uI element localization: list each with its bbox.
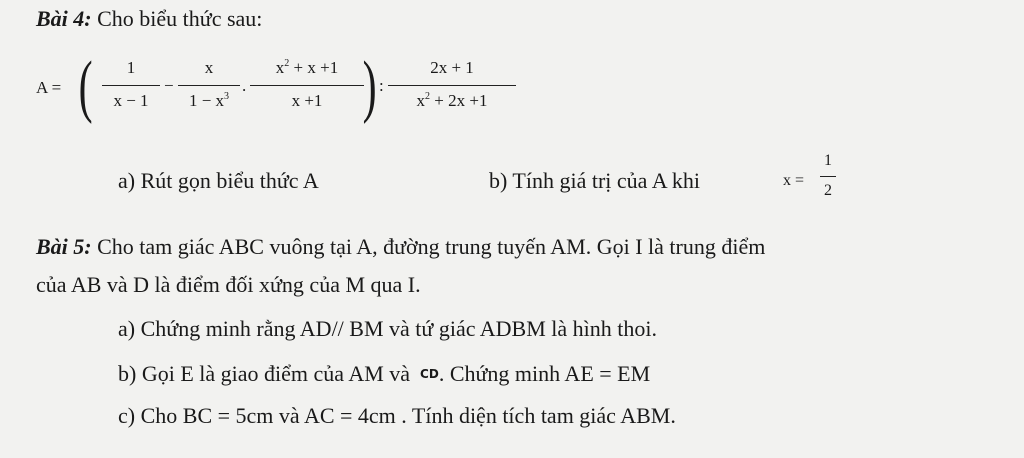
frac3-bar [250,85,364,86]
dot-operator: . [242,76,247,95]
frac4-denominator [388,91,516,111]
half-numerator: 1 [824,152,832,169]
bai5-label: Bài 5: [36,234,92,259]
frac2-den-base: 1 − x [188,91,225,110]
half-bar [820,176,836,177]
frac2-bar [178,85,240,86]
bai4-heading [36,6,262,32]
bai5-part-b-end: . Chứng minh AE = EM [438,361,651,386]
cd-label: CD [420,367,439,381]
left-paren: ( [78,48,93,125]
bai5-line2: của AB và D là điểm đối xứng của M qua I. [36,272,421,297]
frac1-bar [102,85,160,86]
frac4-den-rest: + 2x +1 [430,91,488,110]
bai5-heading [36,234,765,260]
bai5-part-b [118,361,650,387]
bai5-part-c: c) Cho BC = 5cm và AC = 4cm . Tính diện tích tam giác ABM. [118,403,676,428]
bai4-title: Cho biểu thức sau: [91,6,263,31]
bai5-title: Cho tam giác ABC vuông tại A, đường trung tuyến AM. Gọi I là trung điểm [91,234,766,259]
bai5-part-a: a) Chứng minh rằng AD// BM và tứ giác ADBM là hình thoi. [118,316,657,341]
frac4-numerator: 2x + 1 [430,58,474,77]
frac3-num-base: x [275,58,285,77]
minus-sign: − [164,76,174,95]
formula-A [36,48,536,128]
frac4-bar [388,85,516,86]
frac3-denominator: x +1 [291,91,323,110]
formula-lhs: A = [36,78,62,97]
x-equals: x = [783,172,805,189]
frac3-num-rest: + x +1 [289,58,339,77]
bai4-part-b: b) Tính giá trị của A khi [489,168,701,193]
frac3-numerator [250,58,364,78]
frac2-numerator: x [204,58,214,77]
division-sign: : [379,76,384,95]
frac1-numerator: 1 [126,58,136,77]
frac4-den-exp: 2 [425,91,431,102]
bai5-part-b-start: b) Gọi E là giao điểm của AM và [118,361,411,386]
bai4-part-a: a) Rút gọn biểu thức A [118,168,319,193]
frac1-denominator: x − 1 [113,91,149,110]
half-denominator: 2 [824,182,832,199]
frac3-num-exp: 2 [284,58,290,69]
frac2-denominator [178,91,240,111]
frac2-den-exp: 3 [224,91,230,102]
bai4-label: Bài 4: [36,6,92,31]
frac4-den-base: x [416,91,426,110]
right-paren: ) [362,48,377,125]
